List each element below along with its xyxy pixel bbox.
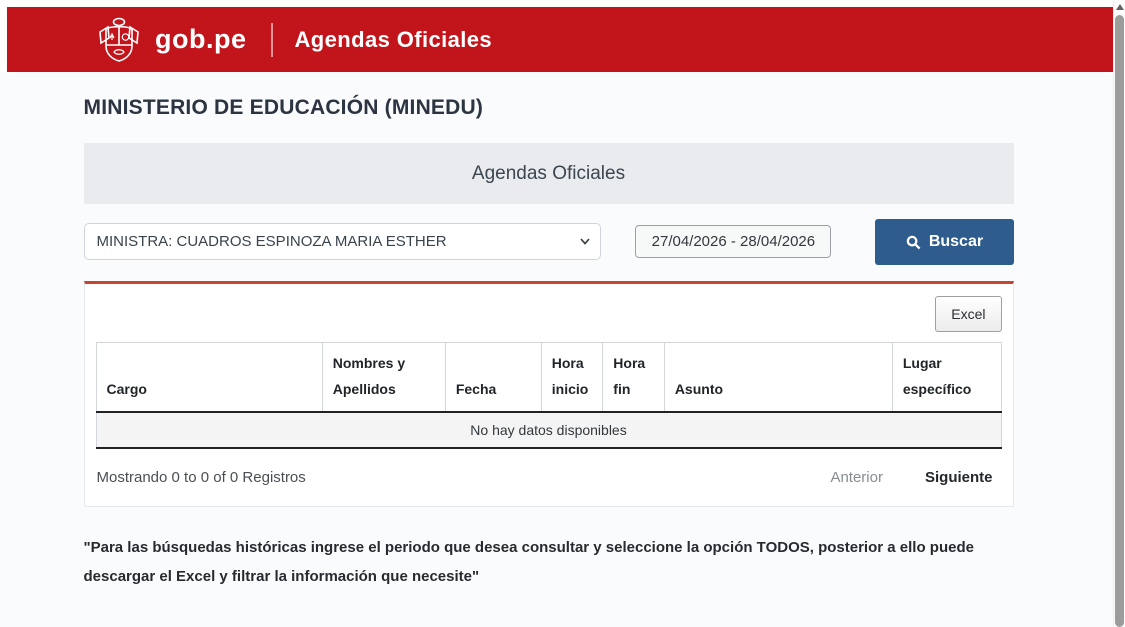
header-divider [271,23,273,57]
column-header-lugar[interactable]: Lugar específico [892,343,1001,412]
header-app-title: Agendas Oficiales [294,26,493,52]
scrollbar-thumb[interactable] [1115,15,1124,627]
scroll-up-arrow-icon[interactable] [1115,2,1125,12]
excel-export-button[interactable]: Excel [935,296,1001,332]
date-range-input[interactable] [635,225,831,258]
column-header-asunto[interactable]: Asunto [664,343,892,412]
previous-page-link[interactable]: Anterior [830,468,883,486]
column-header-nombres[interactable]: Nombres y Apellidos [322,343,445,412]
column-header-fecha[interactable]: Fecha [445,343,541,412]
gob-header [7,7,1113,72]
filter-row [84,223,1014,265]
next-page-link[interactable]: Siguiente [924,468,993,486]
agenda-table [96,342,1002,449]
page-area [0,72,1113,627]
buscar-label: Buscar [928,233,984,250]
results-panel [84,281,1014,507]
column-header-hora-fin[interactable]: Hora fin [603,343,665,412]
column-header-cargo[interactable]: Cargo [96,343,322,412]
page-title: MINISTERIO DE EDUCACIÓN (MINEDU) [83,96,484,119]
buscar-button[interactable] [875,219,1013,265]
search-icon [906,235,921,250]
pagination-summary: Mostrando 0 to 0 of 0 Registros [96,468,306,486]
table-header-row [96,343,1001,412]
banner-title: Agendas Oficiales [471,162,626,184]
peru-coat-of-arms-icon [96,16,142,64]
empty-message: No hay datos disponibles [96,412,1001,448]
vertical-scrollbar[interactable] [1113,0,1125,627]
official-select[interactable] [84,223,602,260]
official-select-wrapper [84,223,602,260]
empty-row [96,412,1001,448]
agendas-banner [84,143,1014,204]
gob-pe-brand[interactable]: gob.pe [155,24,247,54]
historical-search-note: "Para las búsquedas históricas ingrese el periodo que desea consultar y seleccione la opción TODOS, posterior a ello puede descargar el Excel y filtrar la información que necesite" [83,538,974,586]
pagination [96,469,1002,486]
column-header-hora-inicio[interactable]: Hora inicio [541,343,603,412]
